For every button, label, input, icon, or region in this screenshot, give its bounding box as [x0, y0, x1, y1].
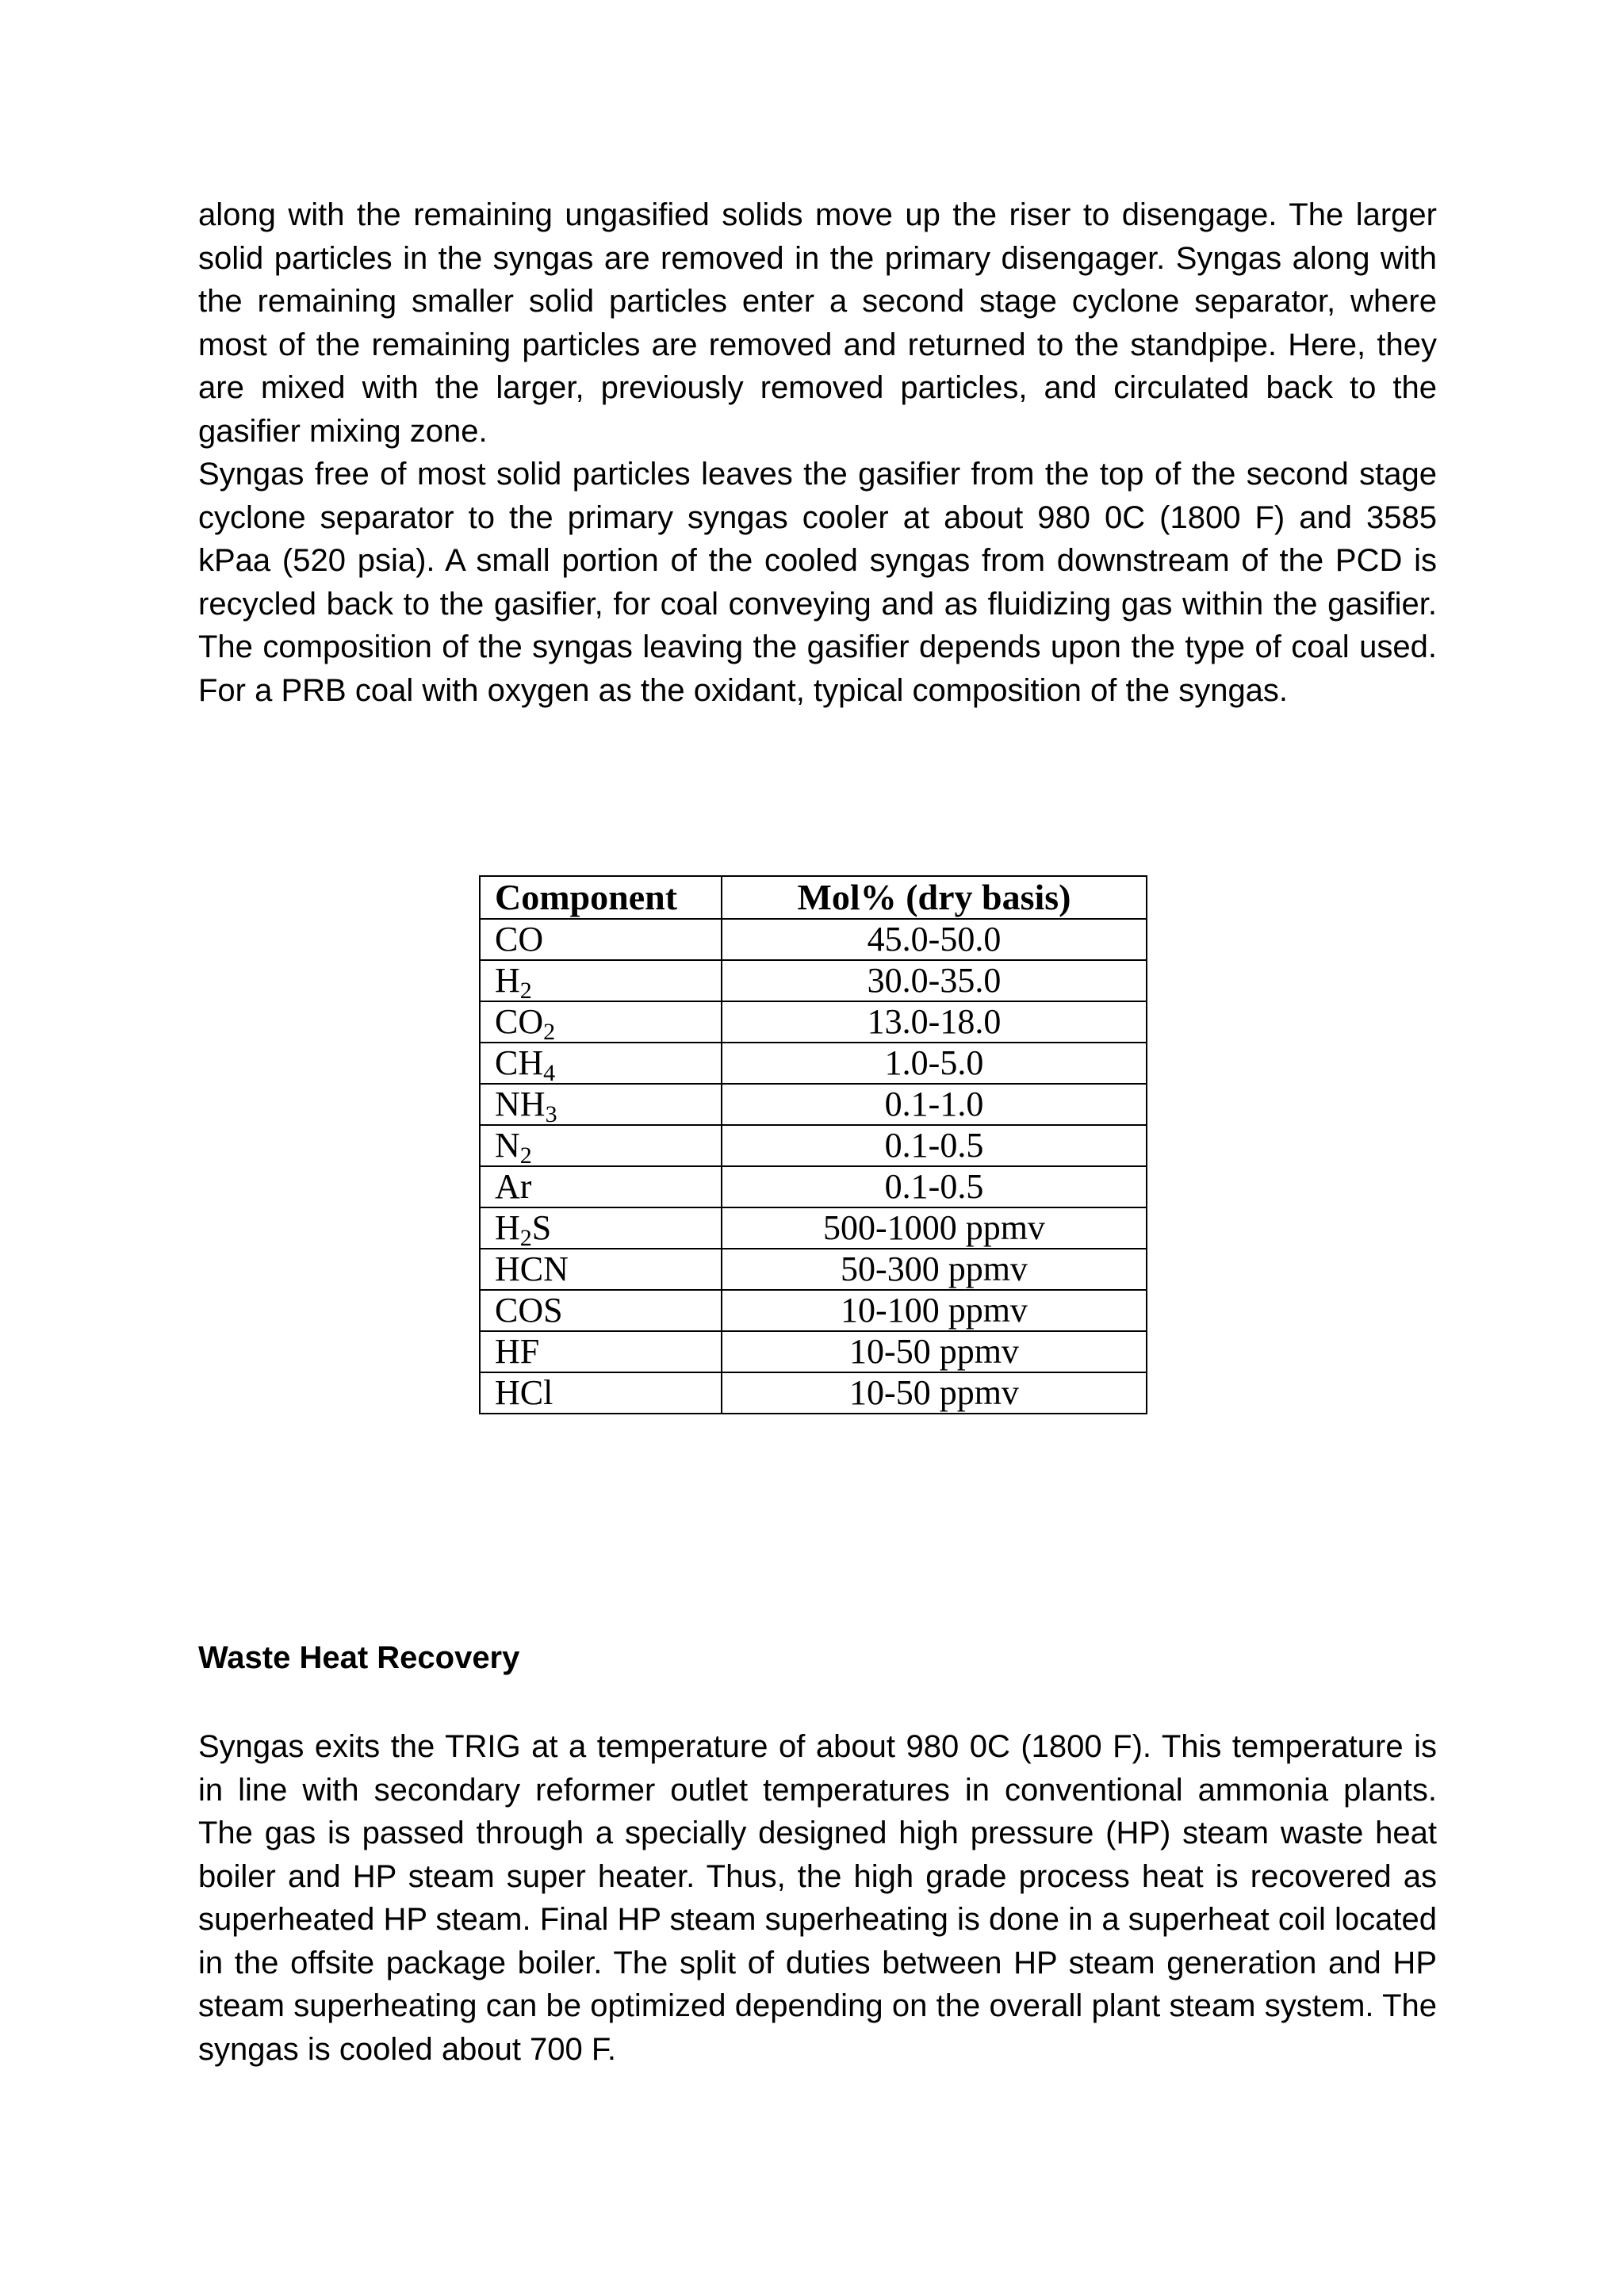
mol-percent-cell: 10-100 ppmv [722, 1290, 1147, 1331]
component-name: CH [495, 1043, 544, 1082]
table-row [480, 1084, 1147, 1125]
table-row [480, 1043, 1147, 1084]
mol-percent-cell: 13.0-18.0 [722, 1001, 1147, 1043]
paragraph-waste-heat-recovery: Syngas exits the TRIG at a temperature of about 980 0C (1800 F). This temperature is in line with secondary reformer outlet temperatures in conventional ammonia plants. The gas is passed through a specially designed high pressure (HP) steam waste heat boiler and HP steam super heater. Thus, the high grade process heat is recovered as superheated HP steam. Final HP steam superheating is done in a superheat coil located in the offsite package boiler. The split of duties between HP steam generation and HP steam superheating can be optimized depending on the overall plant steam system. The syngas is cooled about 700 F. [198, 1729, 1437, 2067]
component-name: Ar [495, 1167, 532, 1206]
component-cell [480, 960, 722, 1004]
syngas-composition-table-container [479, 875, 1147, 1414]
component-cell [480, 1290, 722, 1331]
component-name: H [495, 961, 520, 1000]
mol-percent-cell: 45.0-50.0 [722, 919, 1147, 960]
component-cell [480, 1001, 722, 1043]
header-component: Component [480, 876, 722, 919]
table-row [480, 1290, 1147, 1331]
header-mol-percent: Mol% (dry basis) [722, 876, 1147, 919]
component-cell [480, 1331, 722, 1372]
table-row [480, 1207, 1147, 1249]
component-name: NH [495, 1085, 546, 1123]
mol-percent-cell: 10-50 ppmv [722, 1372, 1147, 1414]
table-row [480, 1166, 1147, 1207]
mol-percent-cell: 10-50 ppmv [722, 1331, 1147, 1372]
table-row [480, 1249, 1147, 1290]
waste-heat-section-body [198, 1725, 1437, 2071]
document-body [198, 193, 1437, 712]
paragraph-syngas-composition: Syngas free of most solid particles leaves the gasifier from the top of the second stage cyclone separator to the primary syngas cooler at about 980 0C (1800 F) and 3585 kPaa (520 psia). A small portion of the cooled syngas from downstream of the PCD is recycled back to the gasifier, for coal conveying and as fluidizing gas within the gasifier. The composition of the syngas leaving the gasifier depends upon the type of coal used. For a PRB coal with oxygen as the oxidant, typical composition of the syngas. [198, 457, 1437, 708]
component-name: HCl [495, 1373, 553, 1412]
mol-percent-cell: 0.1-0.5 [722, 1166, 1147, 1207]
component-name: COS [495, 1291, 563, 1330]
table-row [480, 919, 1147, 960]
component-name: H [495, 1208, 520, 1247]
component-name: HF [495, 1332, 540, 1371]
component-cell [480, 919, 722, 960]
mol-percent-cell: 50-300 ppmv [722, 1249, 1147, 1290]
component-cell [480, 1125, 722, 1169]
component-name: CO [495, 1002, 544, 1041]
component-cell [480, 1249, 722, 1290]
table-header-row [480, 876, 1147, 919]
mol-percent-cell: 30.0-35.0 [722, 960, 1147, 1001]
table-row [480, 1372, 1147, 1414]
component-cell [480, 1207, 722, 1249]
mol-percent-cell: 1.0-5.0 [722, 1043, 1147, 1084]
syngas-composition-table [479, 875, 1147, 1414]
component-subscript: 2 [519, 1225, 532, 1251]
component-subscript: 2 [519, 1142, 532, 1169]
component-tail: S [531, 1208, 552, 1247]
component-subscript: 3 [545, 1101, 557, 1127]
component-cell [480, 1084, 722, 1125]
mol-percent-cell: 0.1-1.0 [722, 1084, 1147, 1125]
component-name: HCN [495, 1249, 569, 1288]
mol-percent-cell: 0.1-0.5 [722, 1125, 1147, 1166]
paragraph-gasifier-riser: along with the remaining ungasified solids move up the riser to disengage. The larger solid particles in the syngas are removed in the primary disengager. Syngas along with the remaining smaller solid particles enter a second stage cyclone separator, where most of the remaining particles are removed and returned to the standpipe. Here, they are mixed with the larger, previously removed particles, and circulated back to the gasifier mixing zone. [198, 197, 1437, 449]
component-name: N [495, 1126, 520, 1165]
mol-percent-cell: 500-1000 ppmv [722, 1207, 1147, 1249]
component-cell [480, 1372, 722, 1414]
table-row [480, 1125, 1147, 1166]
table-row [480, 1331, 1147, 1372]
section-heading-waste-heat-recovery: Waste Heat Recovery [198, 1640, 520, 1675]
table-body [480, 919, 1147, 1414]
component-cell [480, 1043, 722, 1084]
table-row [480, 960, 1147, 1001]
table-row [480, 1001, 1147, 1043]
component-cell [480, 1166, 722, 1207]
component-subscript: 2 [519, 978, 532, 1004]
component-subscript: 2 [543, 1019, 556, 1045]
component-name: CO [495, 920, 544, 959]
component-subscript: 4 [543, 1060, 556, 1086]
